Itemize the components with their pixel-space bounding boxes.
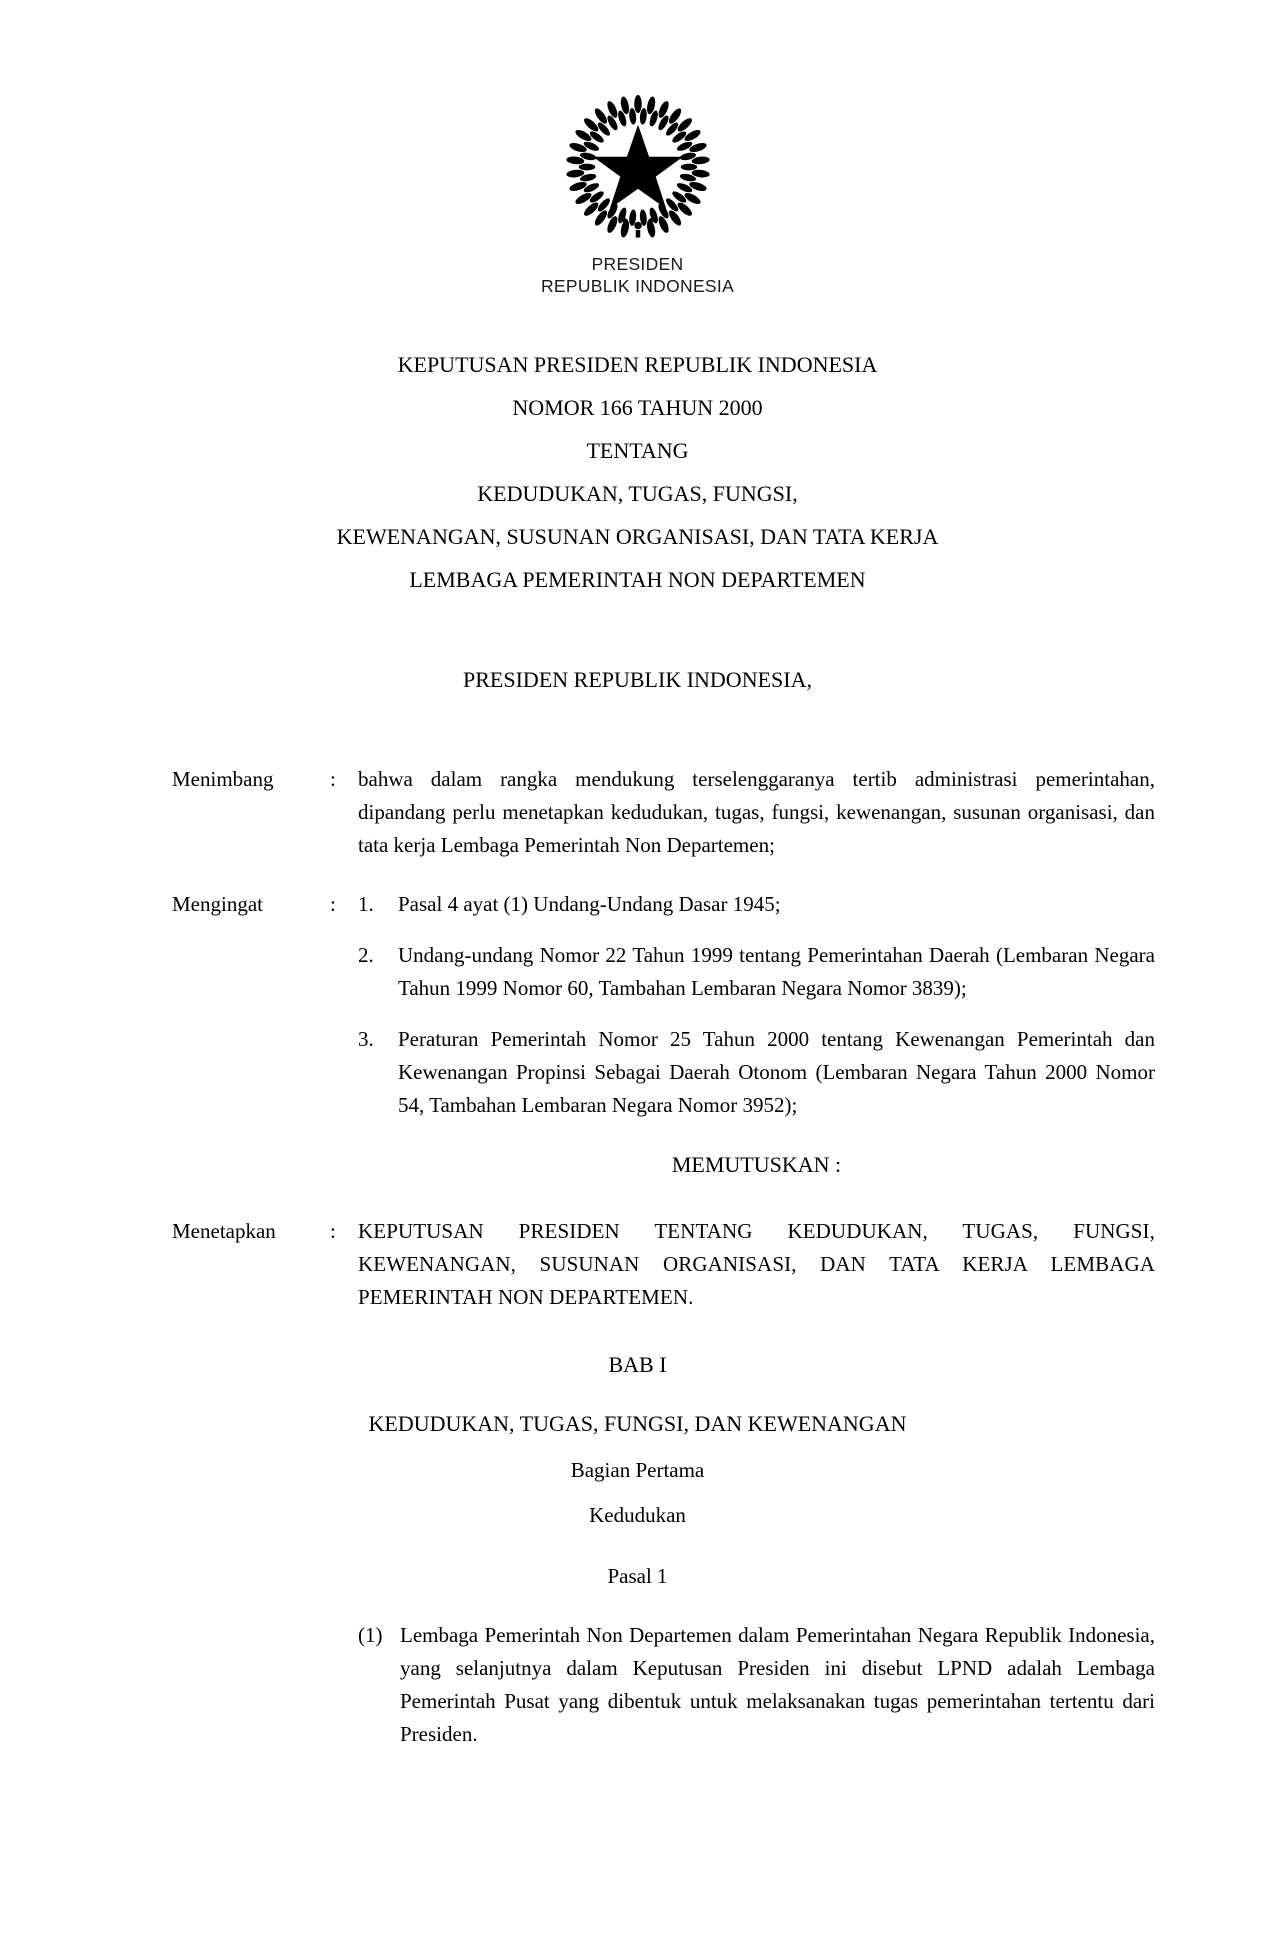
clause-menimbang xyxy=(172,763,1155,862)
presidential-seal-icon xyxy=(563,92,713,242)
article-body xyxy=(0,1619,1275,1751)
clause-text-menetapkan: KEPUTUSAN PRESIDEN TENTANG KEDUDUKAN, TUGAS, FUNGSI, KEWENANGAN, SUSUNAN ORGANISASI, DAN TATA KERJA LEMBAGA PEMERINTAH NON DEPARTEMEN. xyxy=(358,1219,1155,1309)
list-item xyxy=(358,1023,1155,1122)
title-line-2: NOMOR 166 TAHUN 2000 xyxy=(512,395,763,420)
clause-label-menimbang: Menimbang xyxy=(172,767,274,791)
article-number: Pasal 1 xyxy=(607,1564,668,1588)
list-item-number: 3. xyxy=(358,1027,374,1051)
emblem-caption xyxy=(0,253,1275,297)
clause-label-mengingat: Mengingat xyxy=(172,892,263,916)
emblem-caption-line-1: PRESIDEN xyxy=(591,254,684,274)
chapter-title: KEDUDUKAN, TUGAS, FUNGSI, DAN KEWENANGAN xyxy=(368,1411,907,1436)
legal-basis-list xyxy=(358,888,1155,1122)
issuing-authority: PRESIDEN REPUBLIK INDONESIA, xyxy=(463,667,812,692)
list-item-text: Peraturan Pemerintah Nomor 25 Tahun 2000 tentang Kewenangan Pemerintah dan Kewenangan Propinsi Sebagai Daerah Otonom (Lembaran Negara Tahun 2000 Nomor 54, Tambahan Lembaran Negara Nomor 3952); xyxy=(398,1027,1155,1117)
list-item-text: Pasal 4 ayat (1) Undang-Undang Dasar 1945; xyxy=(398,892,781,916)
document-title-block xyxy=(0,343,1275,601)
article-paragraph xyxy=(358,1619,1155,1751)
chapter-subtitle: Kedudukan xyxy=(589,1503,686,1527)
clause-colon-menetapkan: : xyxy=(330,1219,336,1243)
list-item-number: 2. xyxy=(358,943,374,967)
title-line-4: KEDUDUKAN, TUGAS, FUNGSI, xyxy=(477,481,798,506)
list-item xyxy=(358,888,1155,921)
emblem-block xyxy=(0,0,1275,297)
title-line-6: LEMBAGA PEMERINTAH NON DEPARTEMEN xyxy=(409,567,866,592)
clause-menetapkan xyxy=(172,1215,1155,1314)
list-item-number: 1. xyxy=(358,892,374,916)
title-line-3-tentang: TENTANG xyxy=(586,438,689,463)
document-body xyxy=(0,763,1275,1314)
title-line-1: KEPUTUSAN PRESIDEN REPUBLIK INDONESIA xyxy=(397,352,878,377)
decides-heading: MEMUTUSKAN : xyxy=(671,1152,842,1177)
article-paragraph-number: (1) xyxy=(358,1623,383,1647)
clause-text-menimbang: bahwa dalam rangka mendukung terselenggaranya tertib administrasi pemerintahan, dipandang perlu menetapkan kedudukan, tugas, fungsi, kewenangan, susunan organisasi, dan tata kerja Lembaga Pemerintah Non Departemen; xyxy=(358,767,1155,857)
list-item-text: Undang-undang Nomor 22 Tahun 1999 tentang Pemerintahan Daerah (Lembaran Negara Tahun 1999 Nomor 60, Tambahan Lembaran Negara Nomor 3839); xyxy=(398,943,1155,1000)
chapter-bagian: Bagian Pertama xyxy=(570,1458,705,1482)
clause-mengingat xyxy=(172,888,1155,1122)
clause-colon-menimbang: : xyxy=(330,767,336,791)
emblem-caption-line-2: REPUBLIK INDONESIA xyxy=(540,276,735,296)
list-item xyxy=(358,939,1155,1005)
clause-label-menetapkan: Menetapkan xyxy=(172,1219,276,1243)
chapter-heading-block xyxy=(0,1348,1275,1593)
article-paragraph-text: Lembaga Pemerintah Non Departemen dalam Pemerintahan Negara Republik Indonesia, yang selanjutnya dalam Keputusan Presiden ini disebut LPND adalah Lembaga Pemerintah Pusat yang dibentuk untuk melaksanakan tugas pemerintahan tertentu dari Presiden. xyxy=(400,1623,1155,1746)
clause-colon-mengingat: : xyxy=(330,892,336,916)
chapter-bab: BAB I xyxy=(608,1352,667,1377)
title-line-5: KEWENANGAN, SUSUNAN ORGANISASI, DAN TATA KERJA xyxy=(336,524,939,549)
